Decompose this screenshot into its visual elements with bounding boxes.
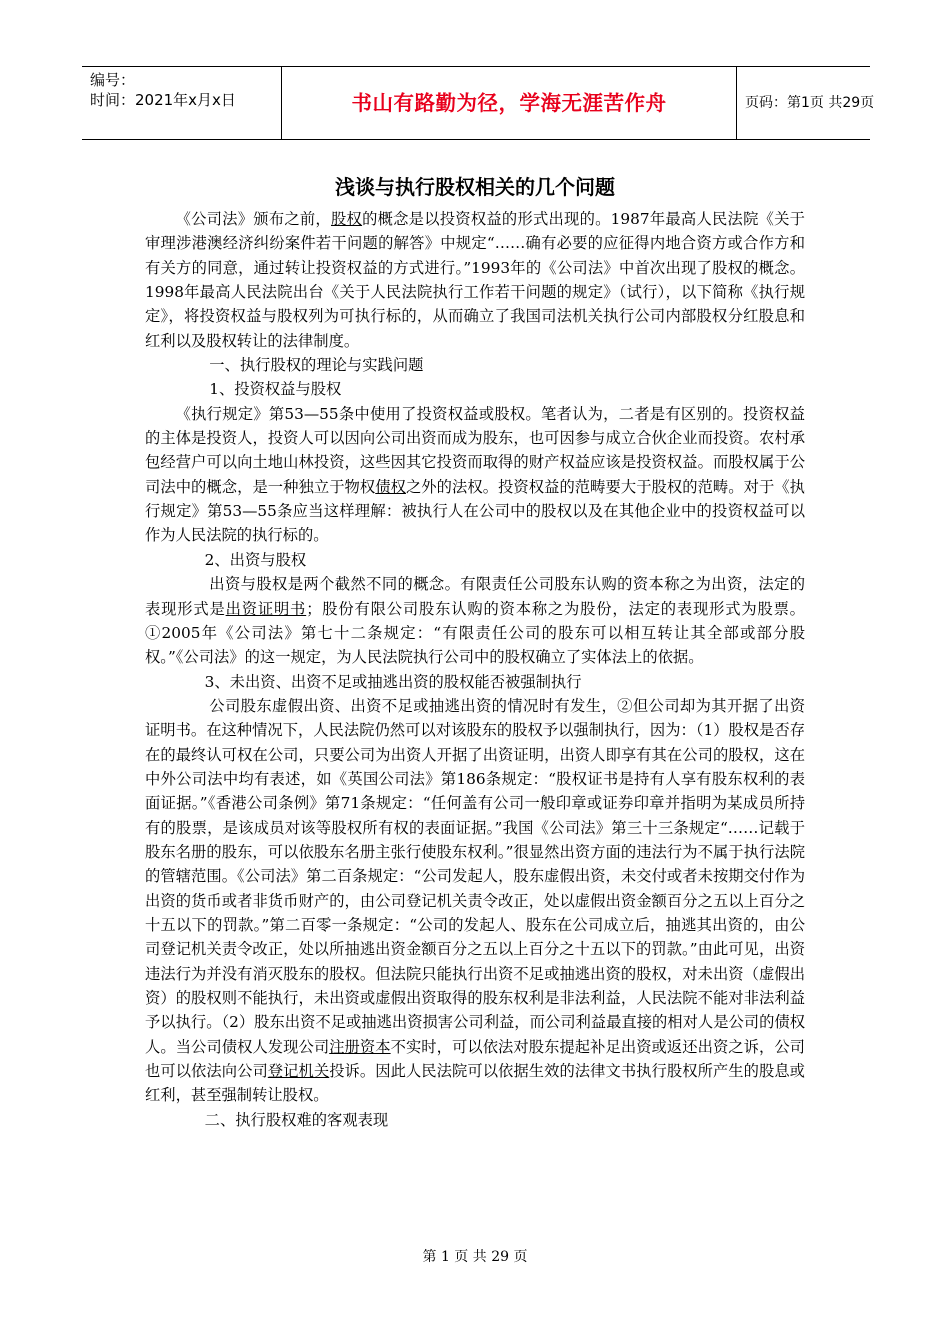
subheading-2: 2、出资与股权 [204,550,307,569]
paragraph-intro [145,207,805,353]
paragraph-3 [145,694,805,1108]
text-span: 投诉。因此人民法院可以依据生效的法律文书执行股权所产生的股息或红利，甚至强制转让股权。 [145,1062,805,1105]
link-registration-authority[interactable]: 登记机关 [267,1062,330,1081]
page-footer: 第 1 页 共 29 页 [422,1249,528,1265]
subheading-1: 1、投资权益与股权 [209,380,342,399]
text-span: 《公司法》颁布之前， [175,210,331,228]
subheading-3: 3、未出资、出资不足或抽逃出资的股权能否被强制执行 [204,672,582,691]
text-span: 不实时，可以依法对股东提起补足出资或返还出资之诉，公司也可以依法向公司 [145,1037,805,1081]
paragraph-2 [145,572,805,669]
document-title: 浅谈与执行股权相关的几个问题 [335,175,615,199]
section-heading-part1: 一、执行股权的理论与实践问题 [209,356,424,375]
text-span: 出资与股权是两个截然不同的概念。有限责任公司股东认购的资本称之为出资，法定的表现形式是 [145,575,805,618]
link-equity[interactable]: 股权 [330,210,363,228]
text-span: 的概念是以投资权益的形式出现的。1987年最高人民法院《关于审理涉港澳经济纠纷案件若干问题的解答》中规定“……确有必要的应征得内地合资方或合作方和有关方的同意，通过转让投资权益的方式进行。”1993年的《公司法》中首次出现了股权的概念。1998年最高人民法院出台《关于人民法院执行工作若干问题的规定》（试行），以下简称《执行规定》，将投资权益与股权列为可执行标的，从而确立了我国司法机关执行公司内部股权分红股息和红利以及股权转让的法律制度。 [145,210,805,350]
page-header [82,66,875,140]
paragraph-1 [145,402,805,548]
time-label: 时间：2021年x月x日 [90,91,236,109]
header-page-label: 页码：第1页 共29页 [745,95,875,111]
text-span: ；股份有限公司股东认购的资本称之为股份，法定的表现形式为股票。①2005年《公司法》第七十二条规定：“有限责任公司的股东可以相互转让其全部或部分股权。”《公司法》的这一规定，为人民法院执行公司中的股权确立了实体法上的依据。 [145,599,805,667]
header-motto: 书山有路勤为径，学海无涯苦作舟 [282,67,737,139]
text-span: 公司股东虚假出资、出资不足或抽逃出资的情况时有发生，②但公司却为其开据了出资证明书。在这种情况下，人民法院仍然可以对该股东的股权予以强制执行，因为：（1）股权是否存在的最终认可权在公司，只要公司为出资人开据了出资证明，出资人即享有其在公司的股权，这在中外公司法中均有表述，如《英国公司法》第186条规定：“股权证书是持有人享有股东权利的表面证据。”《香港公司条例》第71条规定：“任何盖有公司一般印章或证券印章并指明为某成员所持有的股票，是该成员对该等股权所有权的表面证据。”我国《公司法》第三十三条规定“……记载于股东名册的股东，可以依股东名册主张行使股东权利。”很显然出资方面的违法行为不属于执行法院的管辖范围。《公司法》第二百条规定：“公司发起人，股东虚假出资，未交付或者未按期交付作为出资的货币或者非货币财产的，由公司登记机关责令改正，处以虚假出资金额百分之五以上百分之十五以下的罚款。”第二百零一条规定：“公司的发起人、股东在公司成立后，抽逃其出资的，由公司登记机关责令改正，处以所抽逃出资金额百分之五以上百分之十五以下的罚款。”由此可见，出资违法行为并没有消灭股东的股权。但法院只能执行出资不足或抽逃出资的股权，对未出资（虚假出资）的股权则不能执行，未出资或虚假出资取得的股东权利是非法利益，人民法院不能对非法利益予以执行。（2）股东出资不足或抽逃出资损害公司利益，而公司利益最直接的相对人是公司的债权人。当公司债权人发现公司 [145,696,805,1056]
text-span: 《执行规定》第53—55条中使用了投资权益或股权。笔者认为，二者是有区别的。投资权益的主体是投资人，投资人可以因向公司出资而成为股东，也可因参与成立合伙企业而投资。农村承包经营户可以向土地山林投资，这些因其它投资而取得的财产权益应该是投资权益。而股权属于公司法中的概念，是一种独立于物权 [145,404,805,496]
section-heading-part2: 二、执行股权难的客观表现 [204,1110,389,1129]
link-registered-capital[interactable]: 注册资本 [329,1037,391,1056]
link-creditor-right[interactable]: 债权 [375,477,406,496]
link-capital-certificate[interactable]: 出资证明书 [225,599,307,618]
text-span: 之外的法权。投资权益的范畴要大于股权的范畴。对于《执行规定》第53—55条应当这样理解：被执行人在公司中的股权以及在其他企业中的投资权益可以作为人民法院的执行标的。 [145,477,805,545]
document-body [145,207,805,1132]
number-label: 编号： [90,71,136,89]
header-meta [82,67,282,139]
